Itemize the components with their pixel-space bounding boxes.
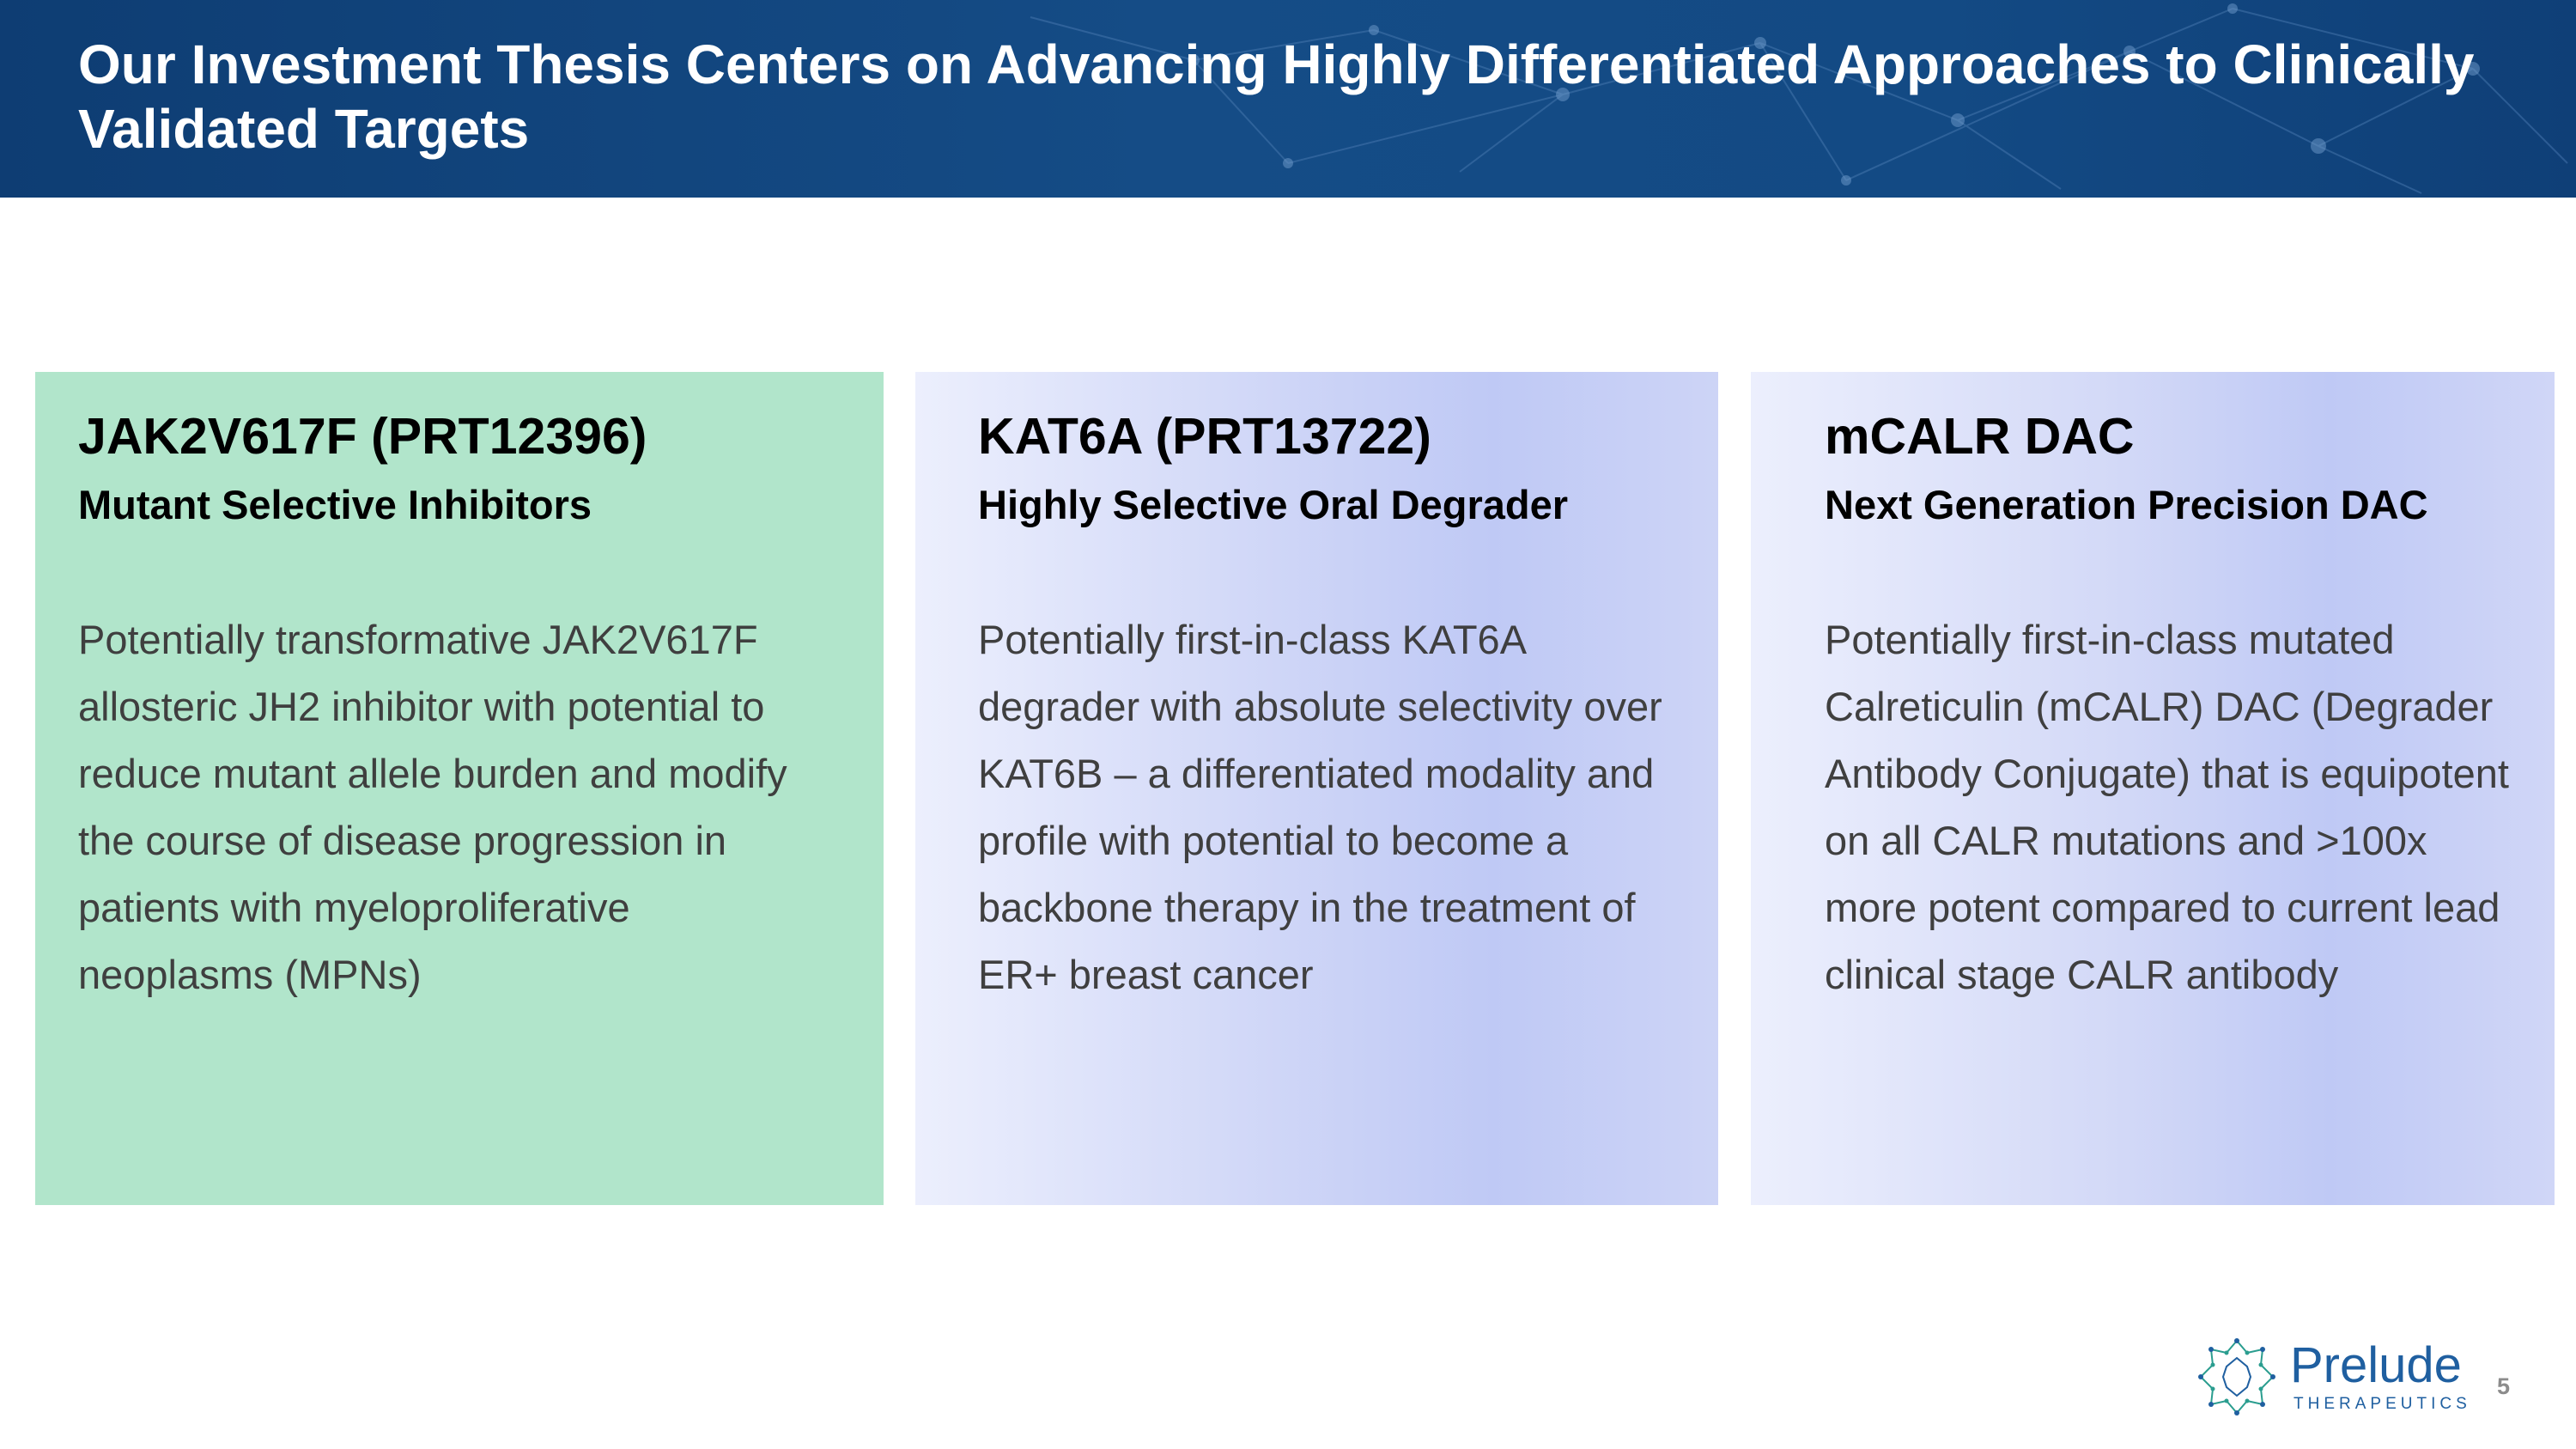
card-title: KAT6A (PRT13722) — [978, 408, 1431, 465]
card-subtitle: Mutant Selective Inhibitors — [78, 482, 592, 527]
prelude-molecule-logo-icon — [2194, 1334, 2280, 1420]
card-subtitle: Next Generation Precision DAC — [1825, 482, 2428, 527]
logo-name: Prelude — [2290, 1337, 2462, 1393]
card-body: Potentially transformative JAK2V617F allosteric JH2 inhibitor with potential to reduce mutant allele burden and modify the course of disease progression in patients with myeloproliferative neoplasms (MPNs) — [78, 617, 787, 997]
card-body: Potentially first-in-class KAT6A degrader with absolute selectivity over KAT6B – a differentiated modality and profile with potential to become a backbone therapy in the treatment of ER+ breast cancer — [978, 617, 1662, 997]
slide-header — [0, 0, 2576, 198]
card-subtitle: Highly Selective Oral Degrader — [978, 482, 1569, 527]
page-title: Our Investment Thesis Centers on Advancing Highly Differentiated Approaches to Clinically Validated Targets — [78, 33, 2475, 160]
card-title: mCALR DAC — [1825, 408, 2135, 465]
card-mcalr — [1751, 372, 2555, 1205]
logo-subtitle: THERAPEUTICS — [2293, 1395, 2471, 1413]
card-jak2 — [35, 372, 884, 1205]
company-logo — [2194, 1330, 2469, 1424]
card-body: Potentially first-in-class mutated Calreticulin (mCALR) DAC (Degrader Antibody Conjugate) that is equipotent on all CALR mutations and >100x more potent compared to current lead clinical stage CALR antibody — [1825, 617, 2509, 997]
page-number: 5 — [2497, 1373, 2511, 1399]
card-title: JAK2V617F (PRT12396) — [78, 408, 647, 465]
card-kat6a — [915, 372, 1718, 1205]
